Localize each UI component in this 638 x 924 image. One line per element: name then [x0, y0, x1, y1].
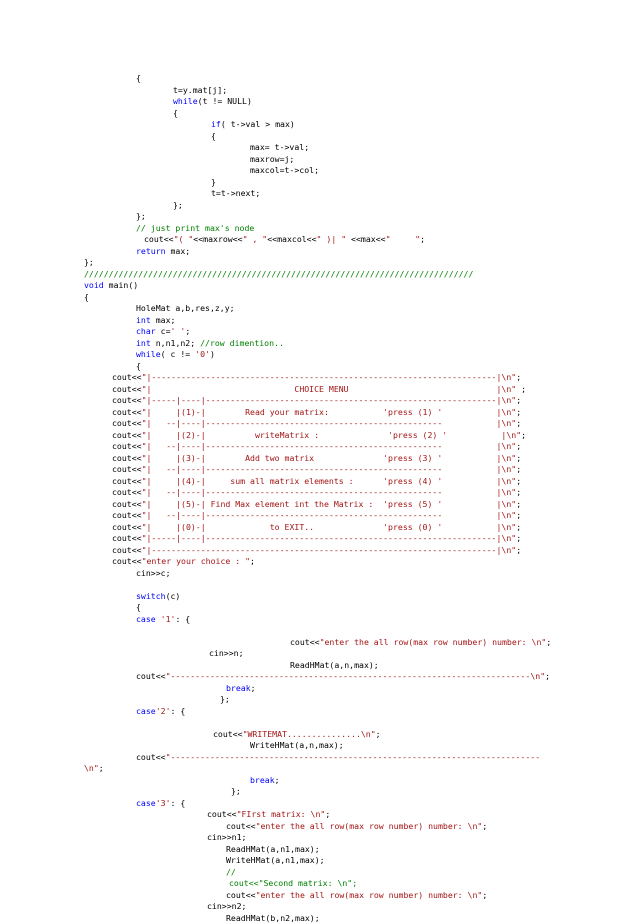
code-text: cout<< [112, 510, 142, 520]
string-literal: "| |(3)-| Add two matrix 'press (3) ' |\n" [142, 453, 517, 463]
keyword: if [211, 119, 221, 129]
code-line [0, 660, 638, 672]
string-literal: '2' [156, 706, 171, 716]
code-text: }; [231, 786, 241, 796]
code-text: ; [516, 384, 526, 394]
code-text: ; [516, 499, 521, 509]
code-text: <<max<< [346, 234, 385, 244]
code-text: max= t->val; [250, 142, 309, 152]
code-text: ; [376, 729, 381, 739]
code-text: n,n1,n2; [151, 338, 200, 348]
code-text: ; [516, 545, 521, 555]
code-text: ( c != [161, 349, 196, 359]
string-literal: "|----------------------------------------------------------------------|\n" [142, 372, 517, 382]
code-line [0, 579, 638, 591]
code-text: ; [516, 453, 521, 463]
code-text: (t != NULL) [198, 96, 252, 106]
code-text: <<maxrow<< [193, 234, 242, 244]
code-line [0, 211, 638, 223]
code-text: cout<< [136, 752, 166, 762]
code-line [0, 73, 638, 85]
code-line [0, 177, 638, 189]
keyword: char [136, 326, 156, 336]
code-line [0, 338, 638, 350]
code-text: ; [185, 326, 190, 336]
code-line [0, 522, 638, 534]
code-text: cout<< [112, 395, 142, 405]
string-literal: ' ' [171, 326, 186, 336]
code-text: cout<< [112, 453, 142, 463]
code-text: ; [516, 487, 521, 497]
string-literal: "enter your choice : " [142, 556, 250, 566]
code-text: <<maxcol<< [267, 234, 316, 244]
code-text: cout<< [226, 890, 256, 900]
code-text: main() [104, 280, 139, 290]
comment: //row dimention.. [200, 338, 284, 348]
code-text: cout<< [112, 556, 142, 566]
code-line [0, 384, 638, 396]
code-text: { [136, 73, 141, 83]
code-line [0, 499, 638, 511]
code-text: cout<< [112, 476, 142, 486]
comment: /////////////////////////////////////////////////////////////////////////////// [84, 269, 473, 279]
code-text: maxcol=t->col; [250, 165, 319, 175]
code-line [0, 418, 638, 430]
code-text: cout<< [144, 234, 174, 244]
code-line [0, 717, 638, 729]
code-text: ; [516, 418, 521, 428]
code-line [0, 752, 638, 764]
code-line [0, 165, 638, 177]
code-text: cin>>n1; [207, 832, 246, 842]
code-line [0, 487, 638, 499]
code-text: ReadHMat(a,n,max); [290, 660, 379, 670]
code-line [0, 464, 638, 476]
code-text: ; [516, 441, 521, 451]
code-line [0, 200, 638, 212]
code-text: { [136, 602, 141, 612]
code-text: ; [516, 395, 521, 405]
code-line [0, 637, 638, 649]
code-line [0, 510, 638, 522]
code-line [0, 890, 638, 902]
code-text: ; [482, 821, 487, 831]
code-line [0, 740, 638, 752]
code-text: cout<< [226, 821, 256, 831]
code-text: ; [482, 890, 487, 900]
code-line [0, 533, 638, 545]
comment: // just print max's node [136, 223, 254, 233]
string-literal: "|----------------------------------------------------------------------|\n" [142, 545, 517, 555]
code-line [0, 568, 638, 580]
string-literal: "enter the all row(max row number) number: \n" [256, 821, 483, 831]
code-text: ; [516, 464, 521, 474]
code-text: ; [251, 683, 256, 693]
code-line [0, 648, 638, 660]
code-text: WriteHMat(a,n,max); [250, 740, 344, 750]
string-literal: "| |(2)-| writeMatrix : 'press (2) ' |\n" [142, 430, 522, 440]
code-text: cout<< [112, 407, 142, 417]
string-literal: "FIrst matrix: \n" [237, 809, 326, 819]
code-line [0, 131, 638, 143]
string-literal: "| |(4)-| sum all matrix elements : 'press (4) ' |\n" [142, 476, 517, 486]
string-literal: "enter the all row(max row number) number: \n" [320, 637, 547, 647]
code-text: t=y.mat[j]; [173, 85, 227, 95]
code-line [0, 154, 638, 166]
comment: cout<<"Second matrix: \n"; [229, 878, 357, 888]
string-literal: "( " [174, 234, 194, 244]
code-line [0, 372, 638, 384]
code-text: cin>>c; [136, 568, 171, 578]
string-literal: "| --|----|------------------------------------------------ |\n" [142, 464, 517, 474]
code-line [0, 407, 638, 419]
code-line [0, 326, 638, 338]
code-line [0, 844, 638, 856]
code-text: }; [220, 694, 230, 704]
code-text: { [173, 108, 178, 118]
code-line [0, 683, 638, 695]
code-line [0, 832, 638, 844]
code-line [0, 821, 638, 833]
code-text: cout<< [112, 533, 142, 543]
code-line [0, 729, 638, 741]
keyword: int [136, 315, 151, 325]
code-line [0, 108, 638, 120]
string-literal: "| |(1)-| Read your matrix: 'press (1) ' |\n" [142, 407, 517, 417]
keyword: break [226, 683, 251, 693]
code-line [0, 545, 638, 557]
code-text: { [84, 292, 89, 302]
code-text: ; [325, 809, 330, 819]
keyword: return [136, 246, 166, 256]
code-line [0, 315, 638, 327]
code-line [0, 234, 638, 246]
code-text: c= [156, 326, 171, 336]
code-line [0, 430, 638, 442]
code-text: ; [516, 510, 521, 520]
string-literal: "-------------------------------------------------------------------------\n" [166, 671, 546, 681]
keyword: int [136, 338, 151, 348]
code-line [0, 349, 638, 361]
string-literal: "| --|----|------------------------------------------------ |\n" [142, 510, 517, 520]
code-line [0, 96, 638, 108]
code-text: ; [516, 476, 521, 486]
string-literal: "| |(5)-| Find Max element int the Matrix : 'press (5) ' |\n" [142, 499, 517, 509]
code-text: ReadHMat(b,n2,max); [226, 913, 320, 923]
code-text: max; [151, 315, 176, 325]
code-line [0, 867, 638, 879]
code-text: cout<< [112, 545, 142, 555]
code-line [0, 809, 638, 821]
code-line [0, 625, 638, 637]
code-line [0, 223, 638, 235]
code-text: ; [420, 234, 425, 244]
code-text: ; [521, 430, 526, 440]
code-text: cout<< [136, 671, 166, 681]
keyword: while [136, 349, 161, 359]
code-line [0, 280, 638, 292]
string-literal: "|-----|----|-----------------------------------------------------------|\n" [142, 395, 517, 405]
code-line [0, 694, 638, 706]
code-text: }; [136, 211, 146, 221]
code-line [0, 901, 638, 913]
string-literal: "| --|----|------------------------------------------------ |\n" [142, 418, 517, 428]
string-literal: \n" [84, 763, 99, 773]
code-text: ; [546, 637, 551, 647]
code-line [0, 188, 638, 200]
code-line [0, 361, 638, 373]
code-text: ; [545, 671, 550, 681]
code-text: : { [171, 798, 186, 808]
string-literal: "| --|----|------------------------------------------------ |\n" [142, 487, 517, 497]
code-line [0, 763, 638, 775]
code-text: }; [173, 200, 183, 210]
code-line [0, 671, 638, 683]
keyword: switch [136, 591, 166, 601]
code-line [0, 476, 638, 488]
code-line [0, 303, 638, 315]
code-text: ; [275, 775, 280, 785]
code-text: : { [175, 614, 190, 624]
code-text: ; [99, 763, 104, 773]
code-line [0, 591, 638, 603]
string-literal: "--------------------------------------------------------------------------- [166, 752, 541, 762]
string-literal: "| --|----|------------------------------------------------ |\n" [142, 441, 517, 451]
code-line [0, 878, 638, 890]
code-line [0, 614, 638, 626]
code-line [0, 142, 638, 154]
keyword: case [136, 798, 156, 808]
string-literal: " " [386, 234, 421, 244]
string-literal: '1' [161, 614, 176, 624]
code-text: max; [166, 246, 191, 256]
code-line [0, 395, 638, 407]
keyword: case [136, 706, 156, 716]
code-text: cout<< [290, 637, 320, 647]
code-text: cout<< [112, 430, 142, 440]
code-text: { [211, 131, 216, 141]
keyword: while [173, 96, 198, 106]
code-text: : { [171, 706, 186, 716]
string-literal: '3' [156, 798, 171, 808]
code-line [0, 556, 638, 568]
code-line [0, 246, 638, 258]
code-text: cout<< [112, 522, 142, 532]
string-literal: " , " [243, 234, 268, 244]
code-line [0, 269, 638, 281]
code-line [0, 706, 638, 718]
code-line [0, 441, 638, 453]
code-text: { [136, 361, 141, 371]
code-text: cout<< [207, 809, 237, 819]
code-line [0, 798, 638, 810]
keyword: case [136, 614, 156, 624]
code-line [0, 292, 638, 304]
code-text: WriteHMat(a,n1,max); [226, 855, 325, 865]
string-literal: "WRITEMAT...............\n" [243, 729, 376, 739]
code-text: cout<< [112, 372, 142, 382]
code-text: cout<< [112, 384, 142, 394]
code-text: cin>>n2; [207, 901, 246, 911]
code-text: cout<< [112, 441, 142, 451]
comment: // [226, 867, 236, 877]
keyword: void [84, 280, 104, 290]
string-literal: "| |(0)-| to EXIT.. 'press (0) ' |\n" [142, 522, 517, 532]
code-text: ) [210, 349, 215, 359]
code-listing [0, 73, 638, 924]
code-text: }; [84, 257, 94, 267]
code-line [0, 855, 638, 867]
code-text: ; [516, 372, 521, 382]
code-text: ; [516, 533, 521, 543]
code-text: ; [516, 522, 521, 532]
code-line [0, 913, 638, 924]
code-text: cin>>n; [209, 648, 244, 658]
string-literal: '0' [195, 349, 210, 359]
string-literal: " )| " [317, 234, 347, 244]
code-text: cout<< [112, 464, 142, 474]
code-text: } [211, 177, 216, 187]
code-text: t=t->next; [211, 188, 260, 198]
code-text: HoleMat a,b,res,z,y; [136, 303, 235, 313]
code-line [0, 85, 638, 97]
string-literal: "enter the all row(max row number) number: \n" [256, 890, 483, 900]
keyword: break [250, 775, 275, 785]
code-text: maxrow=j; [250, 154, 294, 164]
string-literal: "|-----|----|-----------------------------------------------------------|\n" [142, 533, 517, 543]
code-line [0, 602, 638, 614]
string-literal: "| CHOICE MENU |\n" [142, 384, 517, 394]
code-text: cout<< [112, 418, 142, 428]
code-line [0, 257, 638, 269]
code-text: (c) [166, 591, 181, 601]
code-text: ; [516, 407, 521, 417]
code-text: cout<< [213, 729, 243, 739]
code-text: cout<< [112, 487, 142, 497]
code-text: cout<< [112, 499, 142, 509]
code-line [0, 119, 638, 131]
code-line [0, 775, 638, 787]
code-line [0, 786, 638, 798]
code-text: ReadHMat(a,n1,max); [226, 844, 320, 854]
code-text: ( t->val > max) [221, 119, 295, 129]
code-line [0, 453, 638, 465]
code-text: ; [250, 556, 255, 566]
